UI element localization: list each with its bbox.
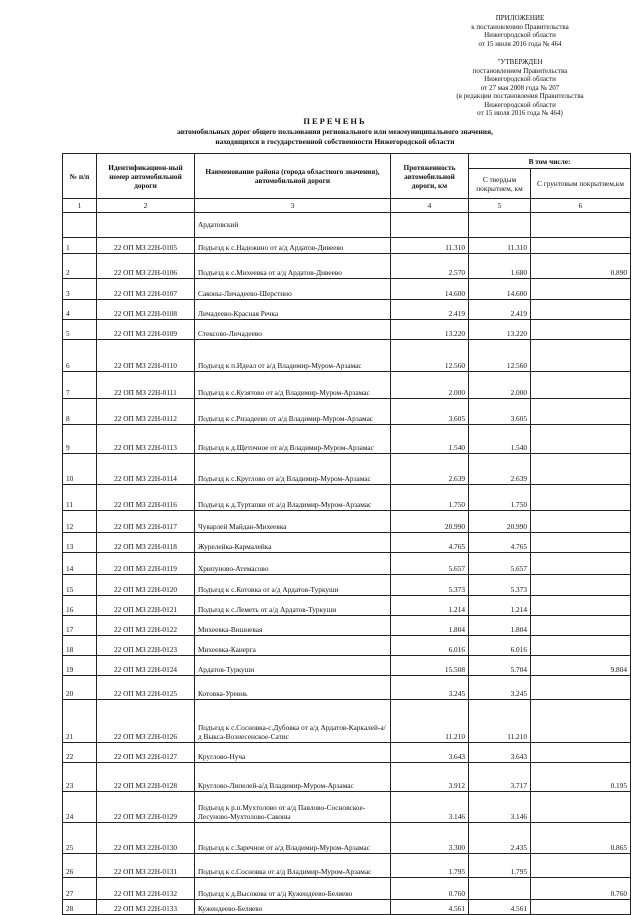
dirt-surface-length: [531, 700, 631, 743]
dirt-surface-length: 0.760: [531, 878, 631, 900]
road-name: Чуварлей Майдан-Михеевка: [195, 511, 391, 533]
road-length: 1.804: [391, 616, 469, 636]
road-length: 3.300: [391, 823, 469, 854]
road-id: 22 ОП МЗ 22Н-0126: [97, 700, 195, 743]
road-name: Подъезд к д.Туртапки от а/д Владимир-Муром-Арзамас: [195, 485, 391, 511]
hard-surface-length: 5.657: [469, 553, 531, 575]
row-number: 3: [63, 279, 97, 300]
approved-line: (в редакции постановления Правительства: [456, 92, 584, 100]
road-id: 22 ОП МЗ 22Н-0120: [97, 575, 195, 596]
dirt-surface-length: [531, 454, 631, 485]
table-row: [63, 300, 631, 320]
district-name: Ардатовский: [195, 213, 391, 238]
hard-surface-length: 4.561: [469, 900, 531, 915]
column-number: 6: [531, 199, 631, 213]
road-id: 22 ОП МЗ 22Н-0129: [97, 792, 195, 823]
row-number: 12: [63, 511, 97, 533]
road-length: 2.639: [391, 454, 469, 485]
dirt-surface-length: 0.865: [531, 823, 631, 854]
row-number: 24: [63, 792, 97, 823]
road-name: Кужендеево-Беляево: [195, 900, 391, 915]
approved-line: "УТВЕРЖДЕН: [497, 58, 543, 66]
row-number: 23: [63, 763, 97, 792]
row-number: 13: [63, 533, 97, 553]
road-length: 1.540: [391, 425, 469, 454]
dirt-surface-length: [531, 279, 631, 300]
road-id: 22 ОП МЗ 22Н-0118: [97, 533, 195, 553]
road-id: 22 ОП МЗ 22Н-0122: [97, 616, 195, 636]
roads-table: [62, 153, 631, 915]
table-row: [63, 553, 631, 575]
header-length: Протяженность автомобильной дороги, км: [391, 154, 469, 199]
road-name: Личадеево-Красная Речка: [195, 300, 391, 320]
road-length: 2.570: [391, 254, 469, 279]
road-length: 12.560: [391, 340, 469, 372]
row-number: 19: [63, 656, 97, 676]
road-name: Ардатов-Туркуши: [195, 656, 391, 676]
appendix-line: Нижегородской области: [484, 31, 556, 39]
hard-surface-length: 2.419: [469, 300, 531, 320]
district-row: [63, 213, 631, 238]
road-id: 22 ОП МЗ 22Н-0106: [97, 254, 195, 279]
table-row: [63, 636, 631, 656]
road-length: 3.245: [391, 676, 469, 700]
dirt-surface-length: [531, 854, 631, 878]
header-num: № п/п: [63, 154, 97, 199]
road-length: 3.146: [391, 792, 469, 823]
table-row: [63, 792, 631, 823]
table-row: [63, 425, 631, 454]
row-number: 5: [63, 320, 97, 340]
hard-surface-length: 5.704: [469, 656, 531, 676]
hard-surface-length: 1.214: [469, 596, 531, 616]
road-length: 4.561: [391, 900, 469, 915]
road-name: Круглово-Нуча: [195, 743, 391, 763]
hard-surface-length: 1.680: [469, 254, 531, 279]
road-name: Саконы-Личадеево-Шерстино: [195, 279, 391, 300]
table-row: [63, 676, 631, 700]
row-number: 2: [63, 254, 97, 279]
road-id: 22 ОП МЗ 22Н-0113: [97, 425, 195, 454]
dirt-surface-length: [531, 340, 631, 372]
road-id: 22 ОП МЗ 22Н-0114: [97, 454, 195, 485]
hard-surface-length: 3.717: [469, 763, 531, 792]
road-id: 22 ОП МЗ 22Н-0125: [97, 676, 195, 700]
header-name: Наименование района (города областного значения), автомобильной дороги: [195, 154, 391, 199]
road-length: 14.600: [391, 279, 469, 300]
row-number: 21: [63, 700, 97, 743]
row-number: 27: [63, 878, 97, 900]
table-row: [63, 763, 631, 792]
hard-surface-length: 12.560: [469, 340, 531, 372]
row-number: 6: [63, 340, 97, 372]
table-row: [63, 320, 631, 340]
road-name: Подъезд к с.Надежино от а/д Ардатов-Дивеево: [195, 238, 391, 254]
table-row: [63, 575, 631, 596]
table-row: [63, 454, 631, 485]
hard-surface-length: 11.210: [469, 700, 531, 743]
road-name: Стексово-Личадеево: [195, 320, 391, 340]
road-length: 5.657: [391, 553, 469, 575]
dirt-surface-length: [531, 485, 631, 511]
row-number: 10: [63, 454, 97, 485]
road-id: 22 ОП МЗ 22Н-0123: [97, 636, 195, 656]
row-number: 8: [63, 399, 97, 425]
subtitle-line: находящихся в государственной собственности Нижегородской области: [215, 136, 455, 146]
table-row: [63, 596, 631, 616]
document-subtitle: [40, 127, 630, 146]
header-id: Идентификацион-ный номер автомобильной дороги: [97, 154, 195, 199]
hard-surface-length: 2.435: [469, 823, 531, 854]
road-length: 11.310: [391, 238, 469, 254]
table-row: [63, 279, 631, 300]
road-name: Журелейка-Кармалейка: [195, 533, 391, 553]
table-row: [63, 656, 631, 676]
road-length: 3.605: [391, 399, 469, 425]
hard-surface-length: 1.750: [469, 485, 531, 511]
row-number: 26: [63, 854, 97, 878]
table-row: [63, 485, 631, 511]
dirt-surface-length: [531, 320, 631, 340]
table-row: [63, 823, 631, 854]
dirt-surface-length: [531, 676, 631, 700]
table-row: [63, 340, 631, 372]
road-length: 1.795: [391, 854, 469, 878]
dirt-surface-length: [531, 399, 631, 425]
road-name: Хрипуново-Атемасово: [195, 553, 391, 575]
road-length: 0.760: [391, 878, 469, 900]
row-number: 16: [63, 596, 97, 616]
road-id: 22 ОП МЗ 22Н-0109: [97, 320, 195, 340]
dirt-surface-length: [531, 372, 631, 399]
header-including: В том числе:: [469, 154, 631, 169]
appendix-line: ПРИЛОЖЕНИЕ: [495, 14, 545, 22]
road-length: 4.765: [391, 533, 469, 553]
road-length: 1.214: [391, 596, 469, 616]
dirt-surface-length: [531, 300, 631, 320]
road-length: 1.750: [391, 485, 469, 511]
approved-line: Нижегородской области: [484, 75, 556, 83]
road-id: 22 ОП МЗ 22Н-0121: [97, 596, 195, 616]
row-number: 15: [63, 575, 97, 596]
road-id: 22 ОП МЗ 22Н-0117: [97, 511, 195, 533]
road-name: Круглово-Липелей-а/д Владимир-Муром-Арзамас: [195, 763, 391, 792]
road-id: 22 ОП МЗ 22Н-0119: [97, 553, 195, 575]
column-number: 2: [97, 199, 195, 213]
table-row: [63, 511, 631, 533]
header-dirt-surface: С грунтовым покрытием,км: [531, 169, 631, 199]
hard-surface-length: 3.245: [469, 676, 531, 700]
road-id: 22 ОП МЗ 22Н-0124: [97, 656, 195, 676]
dirt-surface-length: [531, 743, 631, 763]
column-number: 5: [469, 199, 531, 213]
road-name: Подъезд к с.Сосновка-с.Дубовка от а/д Ардатов-Каркалей-а/д Выкса-Вознесенское-Сатис: [195, 700, 391, 743]
column-number: 4: [391, 199, 469, 213]
road-length: 13.220: [391, 320, 469, 340]
road-id: 22 ОП МЗ 22Н-0128: [97, 763, 195, 792]
road-name: Подъезд к д.Высокова от а/д Кужендеево-Беляево: [195, 878, 391, 900]
table-row: [63, 700, 631, 743]
row-number: 14: [63, 553, 97, 575]
approved-line: Нижегородской области: [484, 100, 556, 109]
hard-surface-length: 13.220: [469, 320, 531, 340]
appendix-line: от 15 июля 2016 года № 464: [478, 39, 562, 48]
dirt-surface-length: 9.804: [531, 656, 631, 676]
row-number: 28: [63, 900, 97, 915]
road-name: Подъезд к с.Леметь от а/д Ардатов-Туркуши: [195, 596, 391, 616]
appendix-line: к постановлению Правительства: [471, 22, 569, 31]
table-row: [63, 616, 631, 636]
road-id: 22 ОП МЗ 22Н-0108: [97, 300, 195, 320]
hard-surface-length: 3.605: [469, 399, 531, 425]
road-id: 22 ОП МЗ 22Н-0111: [97, 372, 195, 399]
road-id: 22 ОП МЗ 22Н-0133: [97, 900, 195, 915]
road-id: 22 ОП МЗ 22Н-0112: [97, 399, 195, 425]
hard-surface-length: [469, 878, 531, 900]
row-number: 11: [63, 485, 97, 511]
dirt-surface-length: [531, 238, 631, 254]
approved-block: [420, 58, 620, 118]
table-row: [63, 254, 631, 279]
dirt-surface-length: 0.195: [531, 763, 631, 792]
road-length: 3.643: [391, 743, 469, 763]
road-name: Подъезд к с.Котовка от а/д Ардатов-Туркуши: [195, 575, 391, 596]
hard-surface-length: 1.795: [469, 854, 531, 878]
row-number: 1: [63, 238, 97, 254]
row-number: 18: [63, 636, 97, 656]
hard-surface-length: 3.146: [469, 792, 531, 823]
road-name: Михеевка-Канерга: [195, 636, 391, 656]
table-row: [63, 854, 631, 878]
road-name: Михеевка-Вишневая: [195, 616, 391, 636]
hard-surface-length: 1.540: [469, 425, 531, 454]
road-id: 22 ОП МЗ 22Н-0107: [97, 279, 195, 300]
hard-surface-length: 2.639: [469, 454, 531, 485]
table-row: [63, 399, 631, 425]
column-number: 3: [195, 199, 391, 213]
table-row: [63, 533, 631, 553]
road-length: 6.016: [391, 636, 469, 656]
dirt-surface-length: [531, 616, 631, 636]
dirt-surface-length: [531, 575, 631, 596]
row-number: 7: [63, 372, 97, 399]
approved-line: от 27 мая 2008 года № 207: [480, 83, 560, 92]
road-id: 22 ОП МЗ 22Н-0127: [97, 743, 195, 763]
road-name: Подъезд к п.Идеал от а/д Владимир-Муром-Арзамас: [195, 340, 391, 372]
row-number: 17: [63, 616, 97, 636]
approved-line: постановлением Правительства: [472, 66, 568, 75]
road-name: Котовка-Уревнь: [195, 676, 391, 700]
row-number: 20: [63, 676, 97, 700]
road-length: 2.419: [391, 300, 469, 320]
table-row: [63, 878, 631, 900]
road-name: Подъезд к с.Ризадеево от а/д Владимир-Муром-Арзамас: [195, 399, 391, 425]
hard-surface-length: 1.804: [469, 616, 531, 636]
road-id: 22 ОП МЗ 22Н-0105: [97, 238, 195, 254]
row-number: 25: [63, 823, 97, 854]
dirt-surface-length: [531, 511, 631, 533]
road-name: Подъезд к с.Заречное от а/д Владимир-Муром-Арзамас: [195, 823, 391, 854]
road-length: 2.000: [391, 372, 469, 399]
hard-surface-length: 2.000: [469, 372, 531, 399]
row-number: 4: [63, 300, 97, 320]
hard-surface-length: 14.600: [469, 279, 531, 300]
hard-surface-length: 5.373: [469, 575, 531, 596]
road-id: 22 ОП МЗ 22Н-0130: [97, 823, 195, 854]
dirt-surface-length: [531, 533, 631, 553]
dirt-surface-length: 0.890: [531, 254, 631, 279]
approved-line: от 15 июля 2016 года № 464): [477, 109, 563, 117]
table-row: [63, 900, 631, 915]
road-name: Подъезд к с.Кузятово от а/д Владимир-Муром-Арзамас: [195, 372, 391, 399]
hard-surface-length: 20.990: [469, 511, 531, 533]
appendix-block: [420, 14, 620, 48]
table-row: [63, 743, 631, 763]
road-name: Подъезд к с.Круглово от а/д Владимир-Муром-Арзамас: [195, 454, 391, 485]
dirt-surface-length: [531, 553, 631, 575]
column-number: 1: [63, 199, 97, 213]
road-id: 22 ОП МЗ 22Н-0110: [97, 340, 195, 372]
road-name: Подъезд к с.Михеевка от а/д Ардатов-Дивеево: [195, 254, 391, 279]
hard-surface-length: 11.310: [469, 238, 531, 254]
document-title: ПЕРЕЧЕНЬ: [303, 116, 367, 126]
road-length: 15.508: [391, 656, 469, 676]
table-row: [63, 372, 631, 399]
row-number: 22: [63, 743, 97, 763]
row-number: 9: [63, 425, 97, 454]
road-name: Подъезд к с.Сосновка от а/д Владимир-Муром-Арзамас: [195, 854, 391, 878]
hard-surface-length: 6.016: [469, 636, 531, 656]
road-id: 22 ОП МЗ 22Н-0116: [97, 485, 195, 511]
hard-surface-length: 3.643: [469, 743, 531, 763]
header-hard-surface: С твердым покрытием, км: [469, 169, 531, 199]
hard-surface-length: 4.765: [469, 533, 531, 553]
road-id: 22 ОП МЗ 22Н-0132: [97, 878, 195, 900]
table-row: [63, 238, 631, 254]
road-length: 3.912: [391, 763, 469, 792]
subtitle-line: автомобильных дорог общего пользования регионального или межмуниципального значения,: [177, 127, 493, 136]
road-id: 22 ОП МЗ 22Н-0131: [97, 854, 195, 878]
road-length: 11.210: [391, 700, 469, 743]
road-name: Подъезд к р.п.Мухтолово от а/д Павлово-Сосновское-Лесуново-Мухтолово-Саконы: [195, 792, 391, 823]
dirt-surface-length: [531, 425, 631, 454]
road-length: 5.373: [391, 575, 469, 596]
dirt-surface-length: [531, 792, 631, 823]
road-length: 20.990: [391, 511, 469, 533]
dirt-surface-length: [531, 596, 631, 616]
dirt-surface-length: [531, 900, 631, 915]
dirt-surface-length: [531, 636, 631, 656]
road-name: Подъезд к д.Щеточное от а/д Владимир-Муром-Арзамас: [195, 425, 391, 454]
